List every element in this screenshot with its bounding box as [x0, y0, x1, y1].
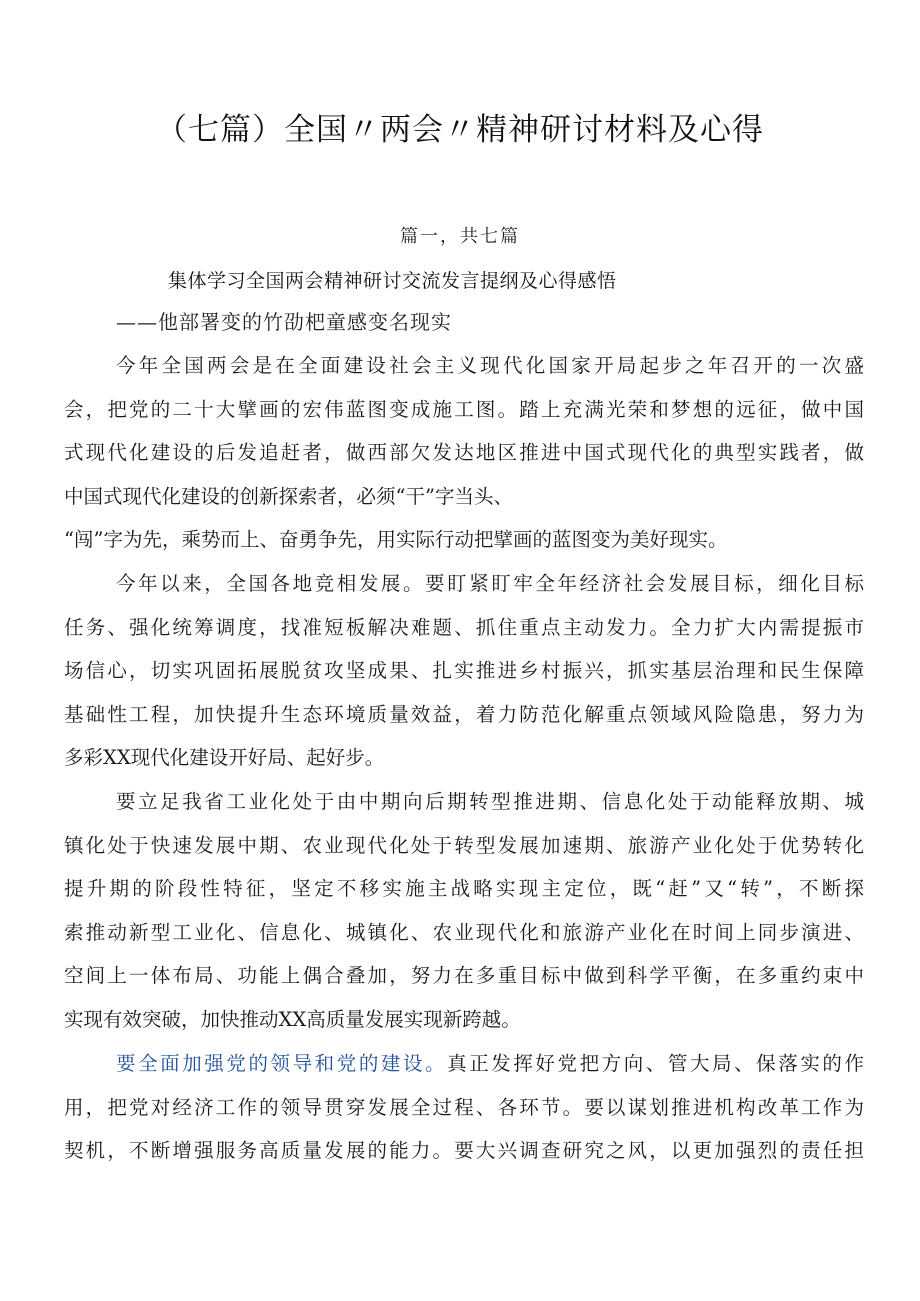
- section-label: 篇一，共七篇: [400, 226, 520, 247]
- paragraph-line: 中国式现代化建设的创新探索者，必须“干”字当头、: [64, 484, 513, 508]
- paragraph-line: 镇化处于快速发展中期、农业现代化处于转型发展加速期、旅游产业化处于优势转化: [64, 833, 864, 857]
- article-byline: ——他部署变的竹劭杷童感变名现实: [116, 310, 452, 334]
- paragraph-line: 式现代化建设的后发追赶者，做西部欠发达地区推进中国式现代化的典型实践者，做: [64, 441, 864, 464]
- paragraph-line: 今年全国两会是在全面建设社会主义现代化国家开局起步之年召开的一次盛: [116, 354, 864, 377]
- article-subtitle: 集体学习全国两会精神研讨交流发言提纲及心得感悟: [168, 270, 617, 292]
- paragraph-line: 契机，不断增强服务高质量发展的能力。要大兴调查研究之风，以更加强烈的责任担: [64, 1139, 864, 1162]
- paragraph-line: [64, 1042, 864, 1086]
- paragraph-line: 今年以来，全国各地竞相发展。要盯紧盯牢全年经济社会发展目标，细化目标: [116, 572, 864, 595]
- paragraph-line: 用，把党对经济工作的领导贯穿发展全过程、各环节。要以谋划推进机构改革工作为: [64, 1095, 864, 1119]
- paragraph-line: 多彩XX现代化建设开好局、起好步。: [64, 746, 385, 769]
- paragraph-line: 会，把党的二十大擘画的宏伟蓝图变成施工图。踏上充满光荣和梦想的远征，做中国: [64, 397, 864, 421]
- paragraph-line: 实现有效突破，加快推动XX高质量发展实现新跨越。: [64, 1007, 521, 1031]
- paragraph-line: 要立足我省工业化处于由中期向后期转型推进期、信息化处于动能释放期、城: [116, 790, 864, 813]
- paragraph-line: 任务、强化统筹调度，找准短板解决难题、抓住重点主动发力。全力扩大内需提振市: [64, 615, 864, 639]
- highlighted-heading: 要全面加强党的领导和党的建设。: [116, 1052, 448, 1075]
- paragraph-2: [64, 562, 864, 780]
- paragraph-line: 空间上一体布局、功能上偶合叠加，努力在多重目标中做到科学平衡，在多重约束中: [64, 964, 864, 987]
- paragraph-4: [64, 1042, 864, 1173]
- paragraph-line: 基础性工程，加快提升生态环境质量效益，着力防范化解重点领域风险隐患，努力为: [64, 702, 864, 726]
- paragraph-line: 索推动新型工业化、信息化、城镇化、农业现代化和旅游产业化在时间上同步演进、: [64, 920, 864, 944]
- paragraph-line: 场信心，切实巩固拓展脱贫攻坚成果、扎实推进乡村振兴，抓实基层治理和民生保障: [64, 659, 864, 682]
- paragraph-line: “闯”字为先，乘势而上、奋勇争先，用实际行动把擘画的蓝图变为美好现实。: [64, 528, 728, 551]
- paragraph-1: [64, 344, 864, 562]
- paragraph-3: [64, 780, 864, 1041]
- paragraph-line: 提升期的阶段性特征，坚定不移实施主战略实现主定位，既“赶”又“转”，不断探: [64, 877, 864, 900]
- document-title: （七篇）全国〃两会〃精神研讨材料及心得: [156, 112, 764, 148]
- paragraph-line-text: 真正发挥好党把方向、管大局、保落实的作: [447, 1052, 864, 1075]
